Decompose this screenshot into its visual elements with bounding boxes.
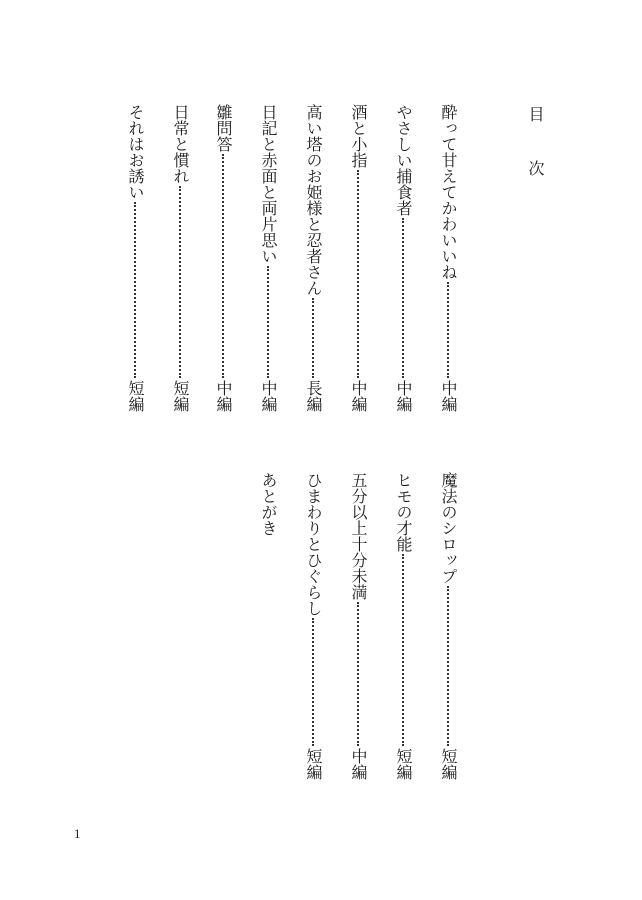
- toc-entry[interactable]: [350, 472, 366, 780]
- toc-entry-title: ひまわりとひぐらし: [304, 472, 323, 616]
- toc-entry-type: 短編: [171, 380, 190, 412]
- dot-leader: [134, 202, 136, 378]
- dot-leader: [357, 170, 359, 378]
- toc-entry-type: 短編: [394, 748, 413, 780]
- dot-leader: [402, 554, 404, 746]
- toc-entry-type: 中編: [214, 380, 233, 412]
- toc-entry-type: 短編: [304, 748, 323, 780]
- toc-entry-title: ヒモの才能: [394, 472, 413, 552]
- toc-entry[interactable]: [350, 104, 366, 412]
- toc-entry[interactable]: [395, 472, 411, 780]
- toc-entry-title: あとがき: [259, 472, 278, 536]
- toc-heading: 目次: [526, 106, 545, 214]
- toc-entry[interactable]: [260, 104, 276, 412]
- toc-entry-afterword[interactable]: [260, 472, 276, 536]
- toc-entry-type: 長編: [304, 380, 323, 412]
- toc-entry-type: 中編: [349, 380, 368, 412]
- toc-entry[interactable]: [305, 104, 321, 412]
- toc-entry[interactable]: [305, 472, 321, 780]
- toc-entry-type: 中編: [259, 380, 278, 412]
- toc-entry-title: 酒と小指: [349, 104, 368, 168]
- toc-entry-title: 高い塔のお姫様と忍者さん: [304, 104, 323, 296]
- toc-entry[interactable]: [440, 104, 456, 412]
- toc-entry-title: 酔って甘えてかわいいね: [439, 104, 458, 280]
- toc-entry-type: 中編: [394, 380, 413, 412]
- dot-leader: [312, 618, 314, 746]
- toc-entry-type: 短編: [126, 380, 145, 412]
- toc-entry-title: 日記と赤面と両片思い: [259, 104, 278, 264]
- dot-leader: [222, 154, 224, 378]
- toc-entry-type: 短編: [439, 748, 458, 780]
- toc-entry[interactable]: [440, 472, 456, 780]
- dot-leader: [402, 218, 404, 378]
- toc-entry[interactable]: [215, 104, 231, 412]
- toc-entry-title: それはお誘い: [126, 104, 145, 200]
- dot-leader: [447, 282, 449, 378]
- page-number: 1: [74, 826, 81, 841]
- toc-entry-title: 日常と慣れ: [171, 104, 190, 184]
- toc-entry-title: 魔法のシロップ: [439, 472, 458, 584]
- toc-entry-type: 中編: [349, 748, 368, 780]
- toc-entry-type: 中編: [439, 380, 458, 412]
- toc-entry[interactable]: [127, 104, 143, 412]
- toc-entry-title: やさしい捕食者: [394, 104, 413, 216]
- dot-leader: [267, 266, 269, 378]
- dot-leader: [312, 298, 314, 378]
- dot-leader: [179, 186, 181, 378]
- toc-entry-title: 雛問答: [214, 104, 233, 152]
- toc-entry[interactable]: [395, 104, 411, 412]
- toc-entry[interactable]: [172, 104, 188, 412]
- toc-entry-title: 五分以上十分未満: [349, 472, 368, 600]
- dot-leader: [357, 602, 359, 746]
- dot-leader: [447, 586, 449, 746]
